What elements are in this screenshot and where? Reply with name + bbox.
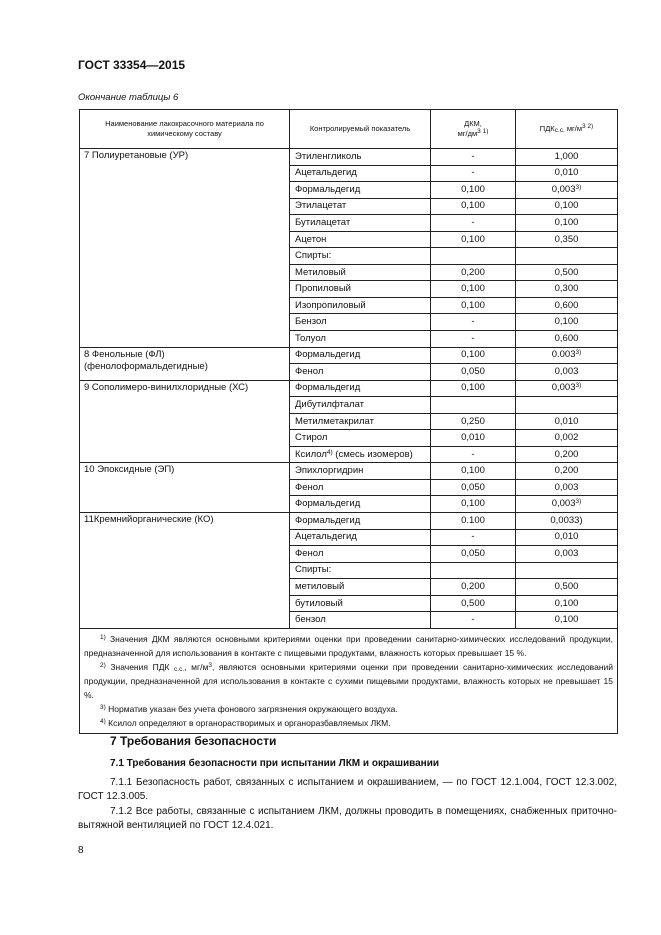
dkm-cell: 0,100 bbox=[431, 281, 516, 298]
header-material: Наименование лакокрасочного материала по химическому составу bbox=[80, 110, 290, 149]
indicator-cell: Ацетальдегид bbox=[290, 165, 431, 182]
dkm-cell: 0,100 bbox=[431, 380, 516, 397]
footnote: $^{3)}$ Норматив указан без учета фонового загрязнения окружающего воздуха. bbox=[100, 703, 398, 714]
pdk-cell bbox=[516, 397, 618, 414]
indicator-cell: Дибутилфталат bbox=[290, 397, 431, 414]
dkm-cell: 0,050 bbox=[431, 479, 516, 496]
indicator-cell: Бутилацетат bbox=[290, 215, 431, 232]
header-indicator: Контролируемый показатель bbox=[290, 110, 431, 149]
table-caption: Окончание таблицы 6 bbox=[78, 92, 179, 103]
indicator-cell: Формальдегид bbox=[290, 513, 431, 530]
indicator-cell: метиловый bbox=[290, 579, 431, 596]
pdk-cell: 1,000 bbox=[516, 149, 618, 166]
indicator-cell: Формальдегид bbox=[290, 347, 431, 364]
pdk-cell: 0,600 bbox=[516, 297, 618, 314]
dkm-cell bbox=[431, 562, 516, 579]
material-cell: 10 Эпоксидные (ЭП) bbox=[80, 463, 290, 513]
dkm-cell: 0,100 bbox=[431, 347, 516, 364]
dkm-cell: 0,100 bbox=[431, 297, 516, 314]
footnote: $^{1)}$ Значения ДКМ являются основными критериями оценки при проведении санитарно-химических исследований продукции, предназначенной для использования в контакте с пищевыми продуктами, влажность которых превышает 15 %. bbox=[84, 633, 613, 658]
header-dkm: ДКМ, $мг/дм^{3 1)}$ bbox=[431, 110, 516, 149]
table-row bbox=[80, 463, 618, 480]
subsection-title: 7.1 Требования безопасности при испытании ЛКМ и окрашивании bbox=[110, 758, 440, 769]
notes-row bbox=[80, 628, 618, 733]
pdk-cell: 0,500 bbox=[516, 579, 618, 596]
pdk-cell: 0,100 bbox=[516, 595, 618, 612]
dkm-cell: - bbox=[431, 165, 516, 182]
dkm-cell: 0.100 bbox=[431, 513, 516, 530]
indicator-cell: бензол bbox=[290, 612, 431, 629]
dkm-cell: 0,050 bbox=[431, 364, 516, 381]
dkm-cell: - bbox=[431, 149, 516, 166]
dkm-cell: 0,500 bbox=[431, 595, 516, 612]
pdk-cell: 0,002 bbox=[516, 430, 618, 447]
indicator-cell: Фенол bbox=[290, 479, 431, 496]
table-row bbox=[80, 347, 618, 364]
pdk-cell: 0,500 bbox=[516, 264, 618, 281]
substances-table bbox=[79, 109, 618, 734]
indicator-cell: Этиленгликоль bbox=[290, 149, 431, 166]
dkm-cell: 0,100 bbox=[431, 231, 516, 248]
dkm-cell: - bbox=[431, 612, 516, 629]
indicator-cell: Этилацетат bbox=[290, 198, 431, 215]
indicator-cell: Спирты: bbox=[290, 248, 431, 265]
pdk-cell: 0,010 bbox=[516, 413, 618, 430]
dkm-cell: - bbox=[431, 314, 516, 331]
footnote: $^{4)}$ Ксилол определяют в органорастворимых и органоразбавляемых ЛКМ. bbox=[100, 717, 391, 728]
pdk-cell: 0,003 bbox=[516, 479, 618, 496]
indicator-cell: Формальдегид bbox=[290, 380, 431, 397]
section-title: 7 Требования безопасности bbox=[110, 734, 277, 748]
material-cell: 7 Полиуретановые (УР) bbox=[80, 149, 290, 348]
indicator-cell: Изопропиловый bbox=[290, 297, 431, 314]
material-cell: 11Кремнийорганические (КО) bbox=[80, 513, 290, 629]
table-row bbox=[80, 380, 618, 397]
table-notes bbox=[80, 628, 618, 733]
indicator-cell: Ксилол$^{4)}$ (смесь изомеров) bbox=[290, 446, 431, 463]
dkm-cell: 0,200 bbox=[431, 579, 516, 596]
indicator-cell: Пропиловый bbox=[290, 281, 431, 298]
dkm-cell: 0,100 bbox=[431, 182, 516, 199]
dkm-cell: 0,100 bbox=[431, 463, 516, 480]
pdk-cell: 0,100 bbox=[516, 314, 618, 331]
pdk-cell: 0,003$^{3)}$ bbox=[516, 380, 618, 397]
dkm-cell: - bbox=[431, 529, 516, 546]
pdk-cell: 0,600 bbox=[516, 331, 618, 348]
pdk-cell: 0,200 bbox=[516, 446, 618, 463]
dkm-cell bbox=[431, 248, 516, 265]
dkm-cell bbox=[431, 397, 516, 414]
table-row bbox=[80, 149, 618, 166]
indicator-cell: Фенол bbox=[290, 546, 431, 563]
indicator-cell: Метилметакрилат bbox=[290, 413, 431, 430]
pdk-cell: 0,003 bbox=[516, 546, 618, 563]
dkm-cell: 0,100 bbox=[431, 198, 516, 215]
indicator-cell: Формальдегид bbox=[290, 496, 431, 513]
page-number: 8 bbox=[78, 845, 84, 856]
dkm-cell: 0,200 bbox=[431, 264, 516, 281]
indicator-cell: Стирол bbox=[290, 430, 431, 447]
material-cell: 8 Фенольные (ФЛ) (фенолоформальдегидные) bbox=[80, 347, 290, 380]
indicator-cell: Метиловый bbox=[290, 264, 431, 281]
dkm-cell: - bbox=[431, 446, 516, 463]
footnote: $^{2)}$ Значения ПДК $_{с.с.}$, $мг/м^3$, являются основными критериями оценки при проведении санитарно-химических исследований продукции, предназначенной для использования в контакте с сухими пищевыми продуктами, влажность которых не превышает 15 %. bbox=[84, 661, 614, 700]
dkm-cell: - bbox=[431, 215, 516, 232]
dkm-cell: 0,010 bbox=[431, 430, 516, 447]
pdk-cell: 0.003$^{3)}$ bbox=[516, 347, 618, 364]
indicator-cell: Ацетальдегид bbox=[290, 529, 431, 546]
dkm-cell: - bbox=[431, 331, 516, 348]
pdk-cell: 0,350 bbox=[516, 231, 618, 248]
pdk-cell: 0,003$^{3)}$ bbox=[516, 496, 618, 513]
pdk-cell bbox=[516, 562, 618, 579]
pdk-cell: 0,003$^{3)}$ bbox=[516, 182, 618, 199]
table-body bbox=[80, 149, 618, 629]
pdk-cell: 0,010 bbox=[516, 529, 618, 546]
pdk-cell: 0,100 bbox=[516, 612, 618, 629]
pdk-cell: 0,100 bbox=[516, 215, 618, 232]
indicator-cell: Формальдегид bbox=[290, 182, 431, 199]
indicator-cell: Ацетон bbox=[290, 231, 431, 248]
pdk-cell bbox=[516, 248, 618, 265]
pdk-cell: 0,300 bbox=[516, 281, 618, 298]
dkm-cell: 0,050 bbox=[431, 546, 516, 563]
pdk-cell: 0,100 bbox=[516, 198, 618, 215]
indicator-cell: Толуол bbox=[290, 331, 431, 348]
paragraph-7-1-2: 7.1.2 Все работы, связанные с испытанием ЛКМ, должны проводить в помещениях, снабженных приточно-вытяжной вентиляцией по ГОСТ 12.4.021. bbox=[78, 806, 617, 831]
pdk-cell: 0,003 bbox=[516, 364, 618, 381]
pdk-cell: 0,010 bbox=[516, 165, 618, 182]
dkm-cell: 0,100 bbox=[431, 496, 516, 513]
paragraph-7-1-1: 7.1.1 Безопасность работ, связанных с испытанием и окрашиванием, — по ГОСТ 12.1.004, ГОСТ 12.3.002, ГОСТ 12.3.005. bbox=[78, 777, 617, 802]
indicator-cell: Спирты: bbox=[290, 562, 431, 579]
pdk-cell: 0,200 bbox=[516, 463, 618, 480]
indicator-cell: Эпихлоргидрин bbox=[290, 463, 431, 480]
dkm-cell: 0,250 bbox=[431, 413, 516, 430]
pdk-cell: 0,0033) bbox=[516, 513, 618, 530]
indicator-cell: Фенол bbox=[290, 364, 431, 381]
table-header-row bbox=[80, 110, 618, 149]
header-pdk: $ПДК_{с.с.}$ $мг/м^{3 2)}$ bbox=[516, 110, 618, 149]
document-code: ГОСТ 33354—2015 bbox=[78, 58, 186, 72]
indicator-cell: бутиловый bbox=[290, 595, 431, 612]
indicator-cell: Бензол bbox=[290, 314, 431, 331]
material-cell: 9 Сополимеро-винилхлоридные (ХС) bbox=[80, 380, 290, 463]
table-row bbox=[80, 513, 618, 530]
